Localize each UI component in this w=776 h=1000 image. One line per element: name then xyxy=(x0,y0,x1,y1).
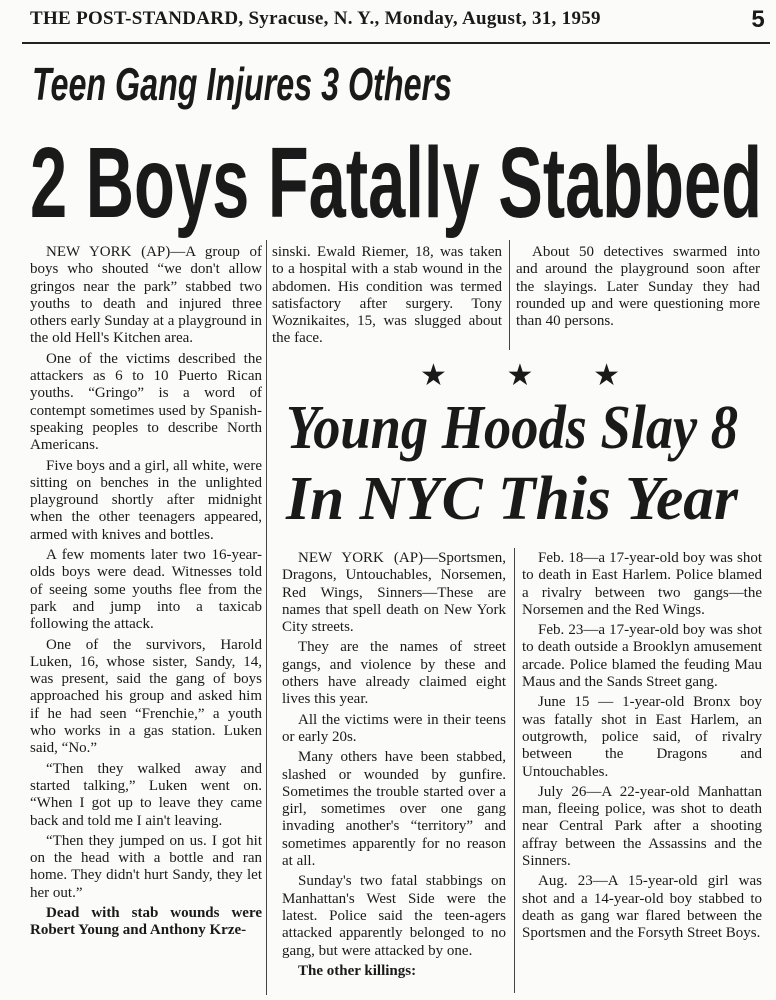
column-rule xyxy=(514,548,515,993)
masthead-rule xyxy=(22,42,770,44)
paragraph: sinski. Ewald Riemer, 18, was taken to a hospital with a stab wound in the abdomen. His condition was termed satisfactory after surgery. Tony Woznikaites, 15, was slugged about the face. xyxy=(272,244,502,347)
paragraph: NEW YORK (AP)—A group of boys who shouted “we don't allow gringos near the park” stabbed two youths to death and injured three others early Sunday at a playground in the old Hell's Kitchen area. xyxy=(30,244,262,347)
paragraph: About 50 detectives swarmed into and around the playground soon after the slayings. Later Sunday they had rounded up and were questioning more than 40 persons. xyxy=(516,244,760,330)
paragraph: July 26—A 22-year-old Manhattan man, fleeing police, was shot to death near Central Park after a shooting affray between the Assassins and the Sinners. xyxy=(522,783,762,870)
paragraph: June 15 — 1-year-old Bronx boy was fatally shot in East Harlem, an outgrowth, police said, of rivalry between the Dragons and Untouchables. xyxy=(522,694,762,780)
paragraph: Dead with stab wounds were Robert Young and Anthony Krze- xyxy=(30,904,262,939)
story2-column-2 xyxy=(522,550,762,946)
paragraph: The other killings: xyxy=(298,962,417,979)
paragraph: Many others have been stabbed, slashed or wounded by gunfire. Sometimes the trouble started over a girl, sometimes over one gang invading another's “territory” and sometimes apparently for no reason at all. xyxy=(282,749,506,870)
subheadline-line-1: Young Hoods Slay 8 xyxy=(286,394,738,462)
column-rule xyxy=(509,240,510,350)
column-rule xyxy=(266,240,267,995)
page-number: 5 xyxy=(751,6,765,33)
story1-column-2 xyxy=(272,244,502,351)
paragraph: One of the survivors, Harold Luken, 16, whose sister, Sandy, 14, was present, said the gang of boys approached his group and asked him if he had seen “Frenchie,” a youth who works in a gas station. Luken said, “No.” xyxy=(30,636,262,757)
star-icon: ★ xyxy=(593,358,620,393)
paragraph: “Then they walked away and started talking,” Luken went on. “When I got up to leave they came back and told me I ain't leaving. xyxy=(30,760,262,829)
paragraph: Aug. 23—A 15-year-old girl was shot and a 14-year-old boy stabbed to death as gang war flared between the Sportsmen and the Forsyth Street Boys. xyxy=(522,873,762,942)
star-divider xyxy=(420,358,620,393)
paragraph: Feb. 18—a 17-year-old boy was shot to death in East Harlem. Police blamed a rivalry between two gangs—the Norsemen and the Red Wings. xyxy=(522,550,762,618)
masthead xyxy=(30,8,765,38)
masthead-text: THE POST-STANDARD, Syracuse, N. Y., Monday, August, 31, 1959 xyxy=(30,8,601,29)
main-headline: 2 Boys Fatally Stabbed xyxy=(30,127,762,239)
paragraph: Five boys and a girl, all white, were sitting on benches in the unlighted playground shortly after midnight when the other teenagers appeared, armed with knives and bottles. xyxy=(30,457,262,543)
star-icon: ★ xyxy=(420,358,447,393)
story1-column-3 xyxy=(516,244,760,333)
star-icon: ★ xyxy=(506,358,534,393)
paragraph: All the victims were in their teens or early 20s. xyxy=(282,711,506,745)
kicker-headline: Teen Gang Injures 3 Others xyxy=(32,58,452,110)
paragraph: They are the names of street gangs, and violence by these and others have already claimed eight lives this year. xyxy=(282,639,506,708)
story1-column-1 xyxy=(30,244,262,943)
paragraph: “Then they jumped on us. I got hit on the head with a bottle and ran home. They didn't hurt Sandy, they let her out.” xyxy=(30,832,262,901)
paragraph: One of the victims described the attackers as 6 to 10 Puerto Rican youths. “Gringo” is a word of contempt sometimes used by Spanish-speaking peoples to describe North Americans. xyxy=(30,350,262,454)
paragraph: NEW YORK (AP)—Sportsmen, Dragons, Untouchables, Norsemen, Red Wings, Sinners—These are names that spell death on New York City streets. xyxy=(282,550,506,636)
paragraph: A few moments later two 16-year-olds boys were dead. Witnesses told of seeing some youths flee from the park and jump into a taxicab following the attack. xyxy=(30,547,262,633)
subheadline-line-2: In NYC This Year xyxy=(286,465,738,533)
story2-column-1 xyxy=(282,550,506,983)
paragraph: Feb. 23—a 17-year-old boy was shot to death outside a Brooklyn amusement arcade. Police blamed the feuding Mau Maus and the Sands Street gang. xyxy=(522,622,762,691)
paragraph: Sunday's two fatal stabbings on Manhattan's West Side were the latest. Police said the teen-agers attacked apparently belonged to no gang, but were attacked by one. xyxy=(282,873,506,959)
